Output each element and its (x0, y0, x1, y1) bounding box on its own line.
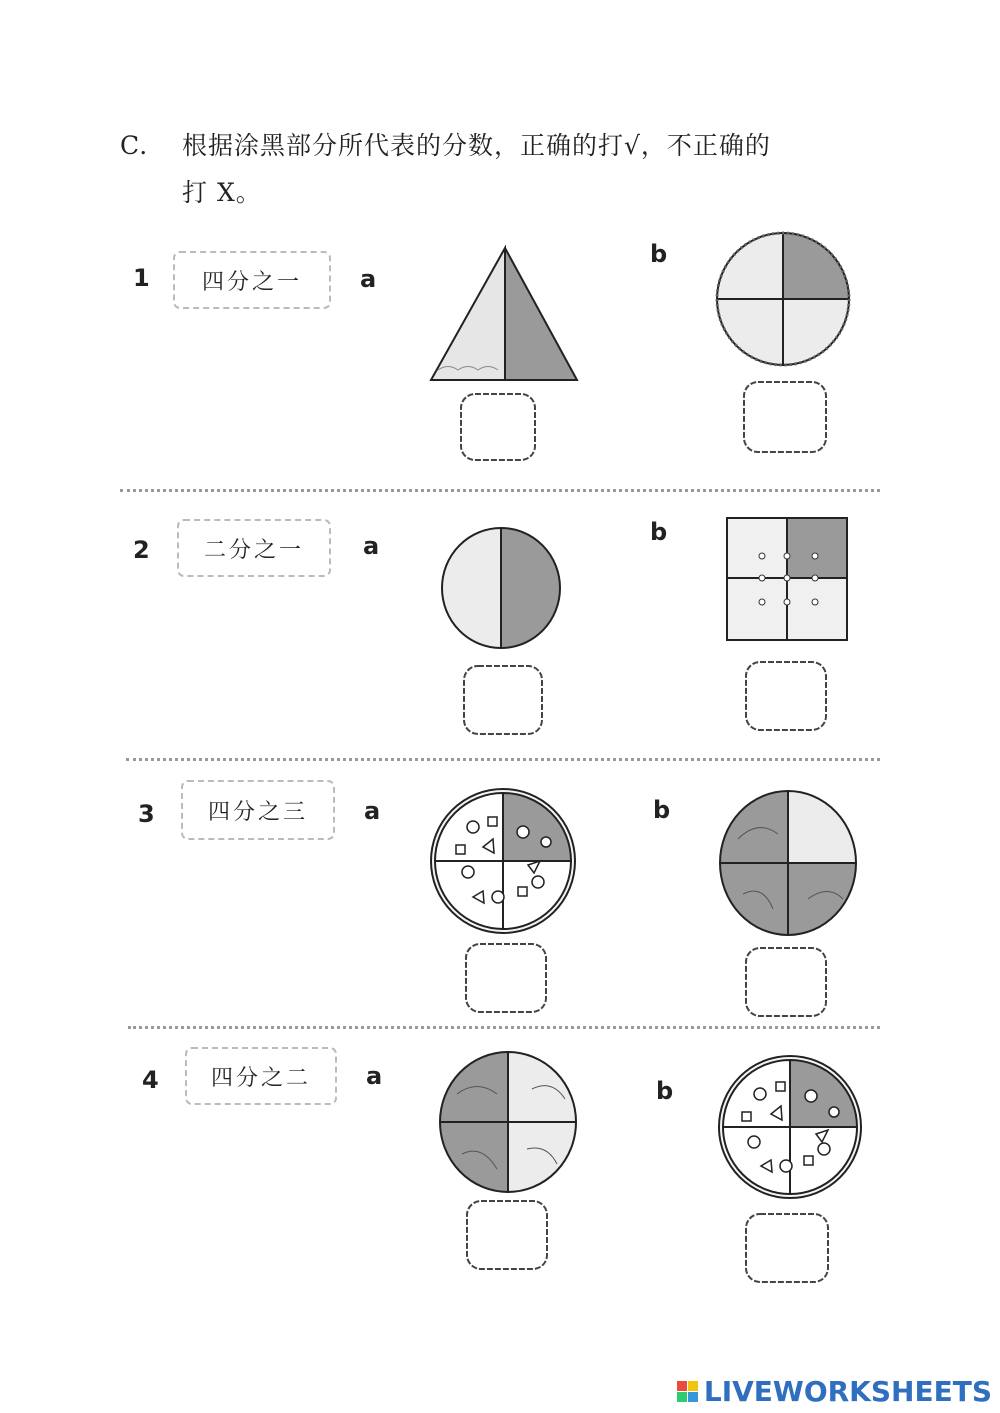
pie-shaded-quarter (788, 863, 856, 935)
question-1-option-a-triangle (428, 245, 580, 385)
pizza-shaded-quarter (790, 1060, 857, 1127)
question-2-option-b-answer-box[interactable] (742, 658, 830, 734)
question-4-option-b-pizza (716, 1054, 864, 1200)
question-2-option-a-answer-box[interactable] (460, 662, 546, 738)
question-4-option-b-letter: b (656, 1077, 674, 1105)
instruction-line-2: 打 X。 (182, 178, 262, 207)
question-3-number: 3 (138, 800, 155, 828)
square-quarter (727, 578, 787, 640)
pie-shaded-quarter (720, 791, 788, 863)
instruction (120, 122, 771, 216)
section-divider (126, 758, 880, 761)
question-2-option-b-letter: b (650, 518, 668, 546)
question-3-option-b-answer-box[interactable] (742, 944, 830, 1020)
question-2-option-b-square (725, 516, 849, 642)
question-3-fraction: 四分之三 (181, 780, 335, 840)
question-1-number: 1 (133, 264, 150, 292)
section-divider (120, 489, 880, 492)
question-3-option-b-letter: b (653, 796, 671, 824)
question-4-number: 4 (142, 1066, 159, 1094)
liveworksheets-logo (677, 1375, 992, 1408)
pizza-shaded-quarter (503, 793, 571, 861)
question-4-fraction: 四分之二 (185, 1047, 337, 1105)
question-1-option-a-answer-box[interactable] (457, 390, 539, 464)
pie-shaded-quarter (440, 1122, 508, 1192)
pie-quarter (508, 1122, 576, 1192)
instruction-line-1: 根据涂黑部分所代表的分数，正确的打√，不正确的 (182, 131, 771, 160)
question-3-option-a-letter: a (364, 797, 381, 825)
question-1-option-b-answer-box[interactable] (740, 378, 830, 456)
triangle-shaded-half (505, 248, 577, 380)
question-4-option-a-answer-box[interactable] (463, 1197, 551, 1273)
brand-text: LIVEWORKSHEETS (703, 1375, 992, 1408)
pie-quarter (788, 791, 856, 863)
circle-shaded-half (501, 528, 560, 648)
pie-shaded-quarter (720, 863, 788, 935)
question-3-option-a-answer-box[interactable] (462, 940, 550, 1016)
question-2-fraction: 二分之一 (177, 519, 331, 577)
question-1-option-b-circle (715, 231, 851, 367)
square-shaded-quarter (787, 518, 847, 578)
circle-unshaded-half (442, 528, 501, 648)
question-2-number: 2 (133, 536, 150, 564)
question-4-option-a-pie (437, 1049, 579, 1195)
question-1-option-b-letter: b (650, 240, 668, 268)
instruction-label: C. (120, 131, 149, 160)
question-3-option-b-pie (718, 789, 858, 939)
logo-icon (677, 1381, 698, 1402)
square-quarter (787, 578, 847, 640)
question-1-fraction: 四分之一 (173, 251, 331, 309)
triangle-unshaded-half (431, 248, 505, 380)
question-4-option-b-answer-box[interactable] (742, 1210, 832, 1286)
question-4-option-a-letter: a (366, 1062, 383, 1090)
pie-quarter (508, 1052, 576, 1122)
question-2-option-a-letter: a (363, 532, 380, 560)
pizza-quarter (503, 861, 571, 929)
square-quarter (727, 518, 787, 578)
question-3-option-a-pizza (428, 787, 578, 935)
question-1-option-a-letter: a (360, 265, 377, 293)
question-2-option-a-circle (439, 525, 563, 651)
section-divider (128, 1026, 880, 1029)
